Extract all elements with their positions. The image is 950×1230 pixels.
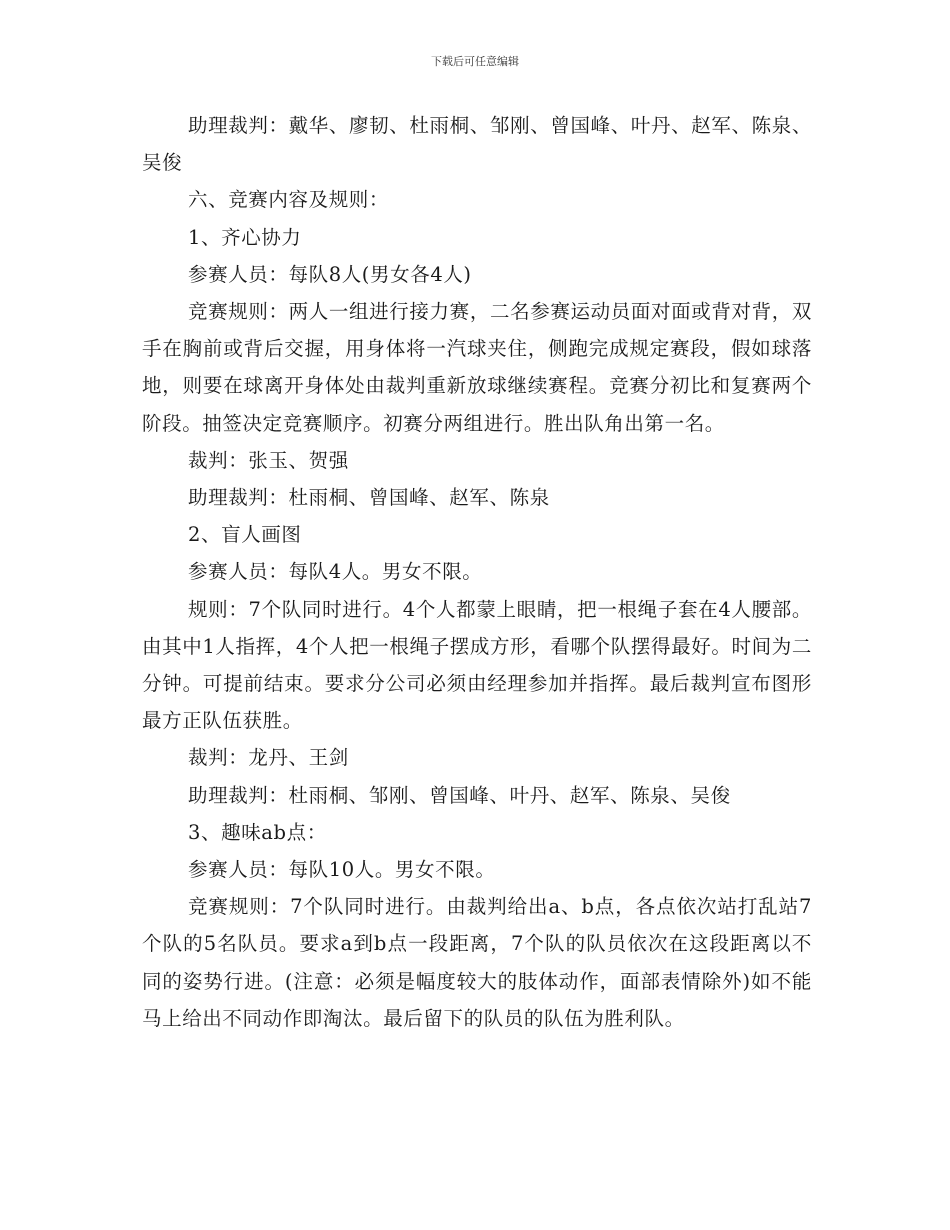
event-2-assistant-referees: 助理裁判：杜雨桐、邹刚、曾国峰、叶丹、赵军、陈泉、吴俊	[188, 783, 731, 807]
event-3-participants: 参赛人员：每队10人。男女不限。	[188, 858, 496, 882]
event-1-referees: 裁判：张玉、贺强	[188, 448, 349, 472]
event-title-2: 2、盲人画图	[188, 523, 302, 547]
event-title-3: 3、趣味ab点：	[188, 820, 327, 844]
event-2-referees: 裁判：龙丹、王剑	[188, 746, 349, 770]
event-1-participants: 参赛人员：每队8人(男女各4人)	[188, 262, 472, 286]
event-2-rules: 规则：7个队同时进行。4个人都蒙上眼睛，把一根绳子套在4人腰部。由其中1人指挥，4个人把一根绳子摆成方形，看哪个队摆得最好。时间为二分钟。可提前结束。要求分公司必须由经理参加并指挥。最后裁判宣布图形最方正队伍获胜。	[142, 597, 812, 733]
section-heading-rules: 六、竞赛内容及规则：	[188, 188, 390, 212]
page-header: 下载后可任意编辑	[431, 55, 519, 68]
event-3-rules: 竞赛规则：7个队同时进行。由裁判给出a、b点，各点依次站打乱站7个队的5名队员。要求a到b点一段距离，7个队的队员依次在这段距离以不同的姿势行进。(注意：必须是幅度较大的肢体动作，面部表情除外)如不能马上给出不同动作即淘汰。最后留下的队员的队伍为胜利队。	[142, 895, 812, 1030]
event-2-participants: 参赛人员：每队4人。男女不限。	[188, 560, 483, 584]
paragraph-assistant-referees-1: 助理裁判：戴华、廖韧、杜雨桐、邹刚、曾国峰、叶丹、赵军、陈泉、吴俊	[142, 114, 812, 175]
event-title-1: 1、齐心协力	[188, 225, 302, 249]
event-1-assistant-referees: 助理裁判：杜雨桐、曾国峰、赵军、陈泉	[188, 486, 550, 510]
document-body	[142, 107, 812, 1037]
event-1-rules: 竞赛规则：两人一组进行接力赛，二名参赛运动员面对面或背对背，双手在胸前或背后交握，用身体将一汽球夹住，侧跑完成规定赛段，假如球落地，则要在球离开身体处由裁判重新放球继续赛程。竞赛分初比和复赛两个阶段。抽签决定竞赛顺序。初赛分两组进行。胜出队角出第一名。	[142, 300, 812, 435]
